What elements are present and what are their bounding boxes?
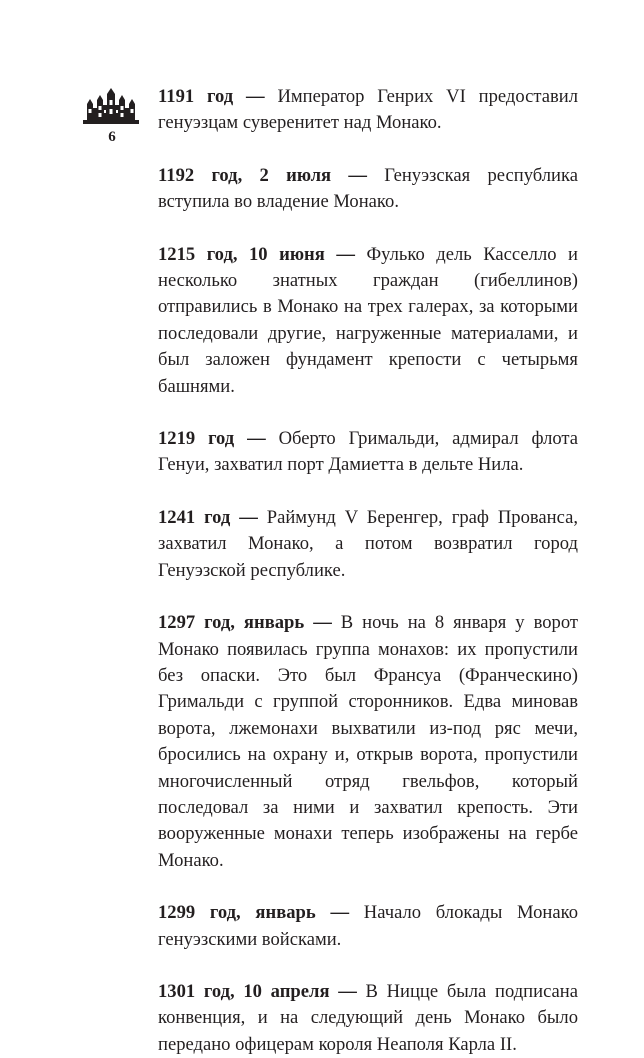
- entry-text: Генуэзская республика вступила во владение Монако.: [158, 164, 578, 213]
- entry-date: 1215 год, 10 июня —: [158, 243, 355, 265]
- palace-icon: [83, 88, 139, 126]
- chronology-entry: [158, 505, 578, 584]
- entry-text: Император Генрих VI предоставил генуэзцам суверенитет над Монако.: [158, 86, 578, 134]
- entry-date: 1191 год —: [158, 86, 265, 107]
- entry-date: 1297 год, январь —: [158, 612, 332, 634]
- chronology-entry: [158, 979, 578, 1058]
- entry-text: В Ницце была подписана конвенция, и на следующий день Монако было передано офицерам короля Неаполя Карла II.: [158, 980, 579, 1055]
- entry-text: Раймунд V Беренгер, граф Прованса, захватил Монако, а потом возвратил город Генуэзской республике.: [158, 506, 579, 581]
- entry-text: Фулько дель Касселло и несколько знатных граждан (гибеллинов) отправились в Монако на трех галерах, за которыми последовали другие, нагруженные материалами, и был заложен фундамент крепости с четырьмя башнями.: [158, 243, 578, 397]
- chronology-entry: [158, 426, 578, 479]
- entry-text: Начало блокады Монако генуэзскими войсками.: [158, 902, 578, 950]
- chronology-entry: [158, 84, 578, 137]
- chronology-text: [158, 84, 578, 1058]
- entry-date: 1299 год, январь —: [158, 902, 350, 924]
- chronology-entry: [158, 163, 578, 216]
- page-number: 6: [108, 129, 116, 145]
- entry-text: Оберто Гримальди, адмирал флота Генуи, захватил порт Дамиетта в дельте Нила.: [158, 428, 579, 476]
- entry-date: 1219 год —: [158, 428, 266, 450]
- chronology-entry: [158, 242, 578, 400]
- entry-text: В ночь на 8 января у ворот Монако появилась группа монахов: их пропустили без опаски. Это был Франсуа (Франческино) Гримальди с группой сторонников. Едва миновав ворота, лжемонахи выхватили из-под ряс мечи, бросились на охрану и, открыв ворота, пропустили многочисленный отряд гвельфов, который последовал за ними и захватил крепость. Эти вооруженные монахи теперь изображены на гербе Монако.: [158, 612, 578, 871]
- chronology-entry: [158, 900, 578, 953]
- entry-date: 1241 год —: [158, 506, 258, 528]
- entry-date: 1192 год, 2 июля —: [158, 164, 367, 186]
- chronology-entry: [158, 610, 578, 874]
- entry-date: 1301 год, 10 апреля —: [158, 980, 357, 1002]
